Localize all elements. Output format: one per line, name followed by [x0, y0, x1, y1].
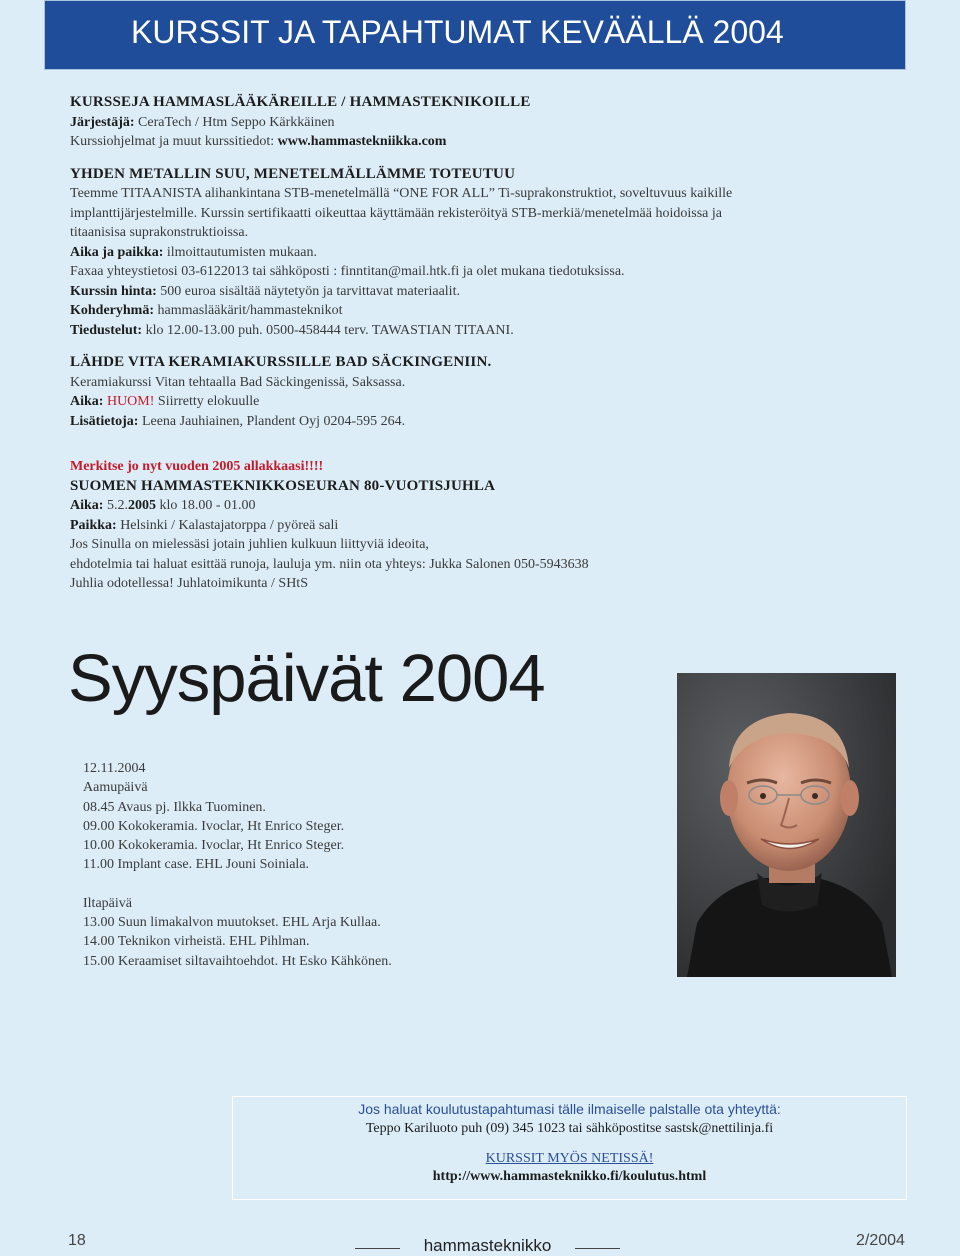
section-title: YHDEN METALLIN SUU, MENETELMÄLLÄMME TOTEUTUU	[70, 165, 516, 182]
program-item: 13.00 Suun limakalvon muutokset. EHL Arja Kullaa.	[83, 915, 381, 931]
description-line: Jos Sinulla on mielessäsi jotain juhlien kulkuun liittyviä ideoita,	[70, 537, 429, 552]
more-info-value: Leena Jauhiainen, Plandent Oyj 0204-595 264.	[138, 413, 406, 429]
course-section-vita	[70, 353, 910, 431]
price-label: Kurssin hinta:	[70, 283, 157, 299]
brand-name: hammasteknikko	[423, 1236, 552, 1255]
section-title: KURSSEJA HAMMASLÄÄKÄREILLE / HAMMASTEKNIKOILLE	[70, 94, 531, 110]
afternoon-label: Iltapäivä	[83, 895, 132, 911]
contact-intro: Jos haluat koulutustapahtumasi tälle ilmaiselle palstalle ota yhteyttä:	[358, 1101, 781, 1117]
brand-rule-right	[575, 1248, 620, 1249]
section-title: LÄHDE VITA KERAMIAKURSSILLE BAD SÄCKINGENIIN.	[70, 354, 492, 370]
target-group-value: hammaslääkärit/hammasteknikot	[154, 303, 343, 318]
portrait-illustration	[677, 673, 896, 977]
description-line: Teemme TITAANISTA alihankintana STB-menetelmällä “ONE FOR ALL” Ti-suprakonstruktiot, soveltuvuus kaikille	[70, 186, 733, 201]
contact-details: Teppo Kariluoto puh (09) 345 1023 tai sähköpostitse sastsk@nettilinja.fi	[365, 1121, 774, 1136]
program-item: 10.00 Kokokeramia. Ivoclar, Ht Enrico Steger.	[83, 838, 345, 854]
courses-online-link[interactable]: KURSSIT MYÖS NETISSÄ!	[485, 1151, 654, 1166]
target-group-line	[70, 301, 910, 321]
courses-url-link[interactable]: http://www.hammasteknikko.fi/koulutus.html	[432, 1169, 707, 1184]
magazine-brand	[355, 1236, 620, 1256]
inquiries-value: klo 12.00-13.00 puh. 0500-458444 terv. TAWASTIAN TITAANI.	[142, 322, 514, 338]
more-info-line	[70, 412, 910, 432]
date-value: 5.2.	[103, 498, 128, 513]
time-place-value: ilmoittautumisten mukaan.	[163, 244, 317, 260]
date-year: 2005	[127, 498, 156, 513]
organizer-value: CeraTech / Htm Seppo Kärkkäinen	[134, 114, 335, 130]
time-place-label: Aika ja paikka:	[70, 244, 164, 260]
course-info-line	[70, 132, 910, 152]
program-date: 12.11.2004	[83, 761, 146, 776]
organizer-line	[70, 113, 910, 133]
more-info-label: Lisätietoja:	[70, 413, 139, 429]
program-item: 08.45 Avaus pj. Ilkka Tuominen.	[83, 799, 266, 815]
description-line: implanttijärjestelmille. Kurssin sertifikaatti oikeuttaa käyttämään rekisteröityä STB-merkiä/menetelmää hoidoissa ja	[70, 205, 722, 221]
fax-contact-line: Faxaa yhteystietosi 03-6122013 tai sähköposti : finntitan@mail.htk.fi ja olet mukana tiedotuksissa.	[70, 264, 625, 279]
inquiries-label: Tiedustelut:	[70, 322, 143, 338]
description-line: Keramiakurssi Vitan tehtaalla Bad Säckingenissä, Saksassa.	[70, 374, 406, 390]
target-group-label: Kohderyhmä:	[70, 303, 154, 318]
date-label: Aika:	[70, 498, 104, 513]
morning-label: Aamupäivä	[83, 780, 148, 796]
time-value: Siirretty elokuulle	[154, 394, 260, 409]
syyspaivat-heading: Syyspäivät 2004	[68, 641, 545, 716]
place-value: Helsinki / Kalastajatorppa / pyöreä sali	[116, 517, 339, 533]
program-item: 15.00 Keraamiset siltavaihtoehdot. Ht Esko Kähkönen.	[83, 953, 392, 969]
speaker-photo	[677, 673, 896, 977]
course-section-titanium	[70, 165, 910, 341]
place-line	[70, 516, 910, 536]
program-item: 14.00 Teknikon virheistä. EHL Pihlman.	[83, 934, 310, 950]
time-label: Aika:	[70, 394, 104, 409]
price-value: 500 euroa sisältää näytetyön ja tarvittavat materiaalit.	[156, 283, 460, 299]
header-banner	[44, 0, 906, 70]
course-info-link[interactable]: www.hammastekniikka.com	[277, 134, 447, 149]
inquiries-line	[70, 321, 910, 341]
description-line: titaanisisa suprakonstruktioissa.	[70, 225, 249, 240]
description-line: ehdotelmia tai haluat esittää runoja, lauluja ym. niin ota yhteys: Jukka Salonen 050-5943638	[70, 556, 589, 572]
issue-number: 2/2004	[856, 1232, 905, 1249]
page-number: 18	[68, 1232, 86, 1249]
time-line	[70, 392, 910, 412]
date-time: klo 18.00 - 01.00	[155, 498, 256, 513]
price-line	[70, 282, 910, 302]
program-item: 11.00 Implant case. EHL Jouni Soiniala.	[83, 857, 310, 873]
notice-highlight: HUOM!	[103, 394, 155, 409]
program-item: 09.00 Kokokeramia. Ivoclar, Ht Enrico Steger.	[83, 818, 345, 834]
section-title: SUOMEN HAMMASTEKNIKKOSEURAN 80-VUOTISJUHLA	[70, 477, 496, 494]
time-place-line	[70, 243, 910, 263]
date-line	[70, 496, 910, 516]
events-list	[70, 93, 910, 607]
course-info-text: Kurssiohjelmat ja muut kurssitiedot:	[70, 134, 278, 149]
place-label: Paikka:	[70, 517, 117, 533]
anniversary-section	[70, 457, 910, 594]
description-line: Juhlia odotellessa! Juhlatoimikunta / SHtS	[70, 576, 308, 591]
contact-box	[232, 1096, 907, 1200]
save-the-date-text: Merkitse jo nyt vuoden 2005 allakkaasi	[70, 459, 305, 474]
course-section-ceratech	[70, 93, 910, 152]
organizer-label: Järjestäjä:	[70, 114, 135, 130]
save-the-date-line	[70, 457, 910, 477]
syyspaivat-program	[83, 759, 392, 971]
page-title: KURSSIT JA TAPAHTUMAT KEVÄÄLLÄ 2004	[131, 14, 784, 50]
save-the-date-exclamation: !!!!	[304, 459, 324, 474]
